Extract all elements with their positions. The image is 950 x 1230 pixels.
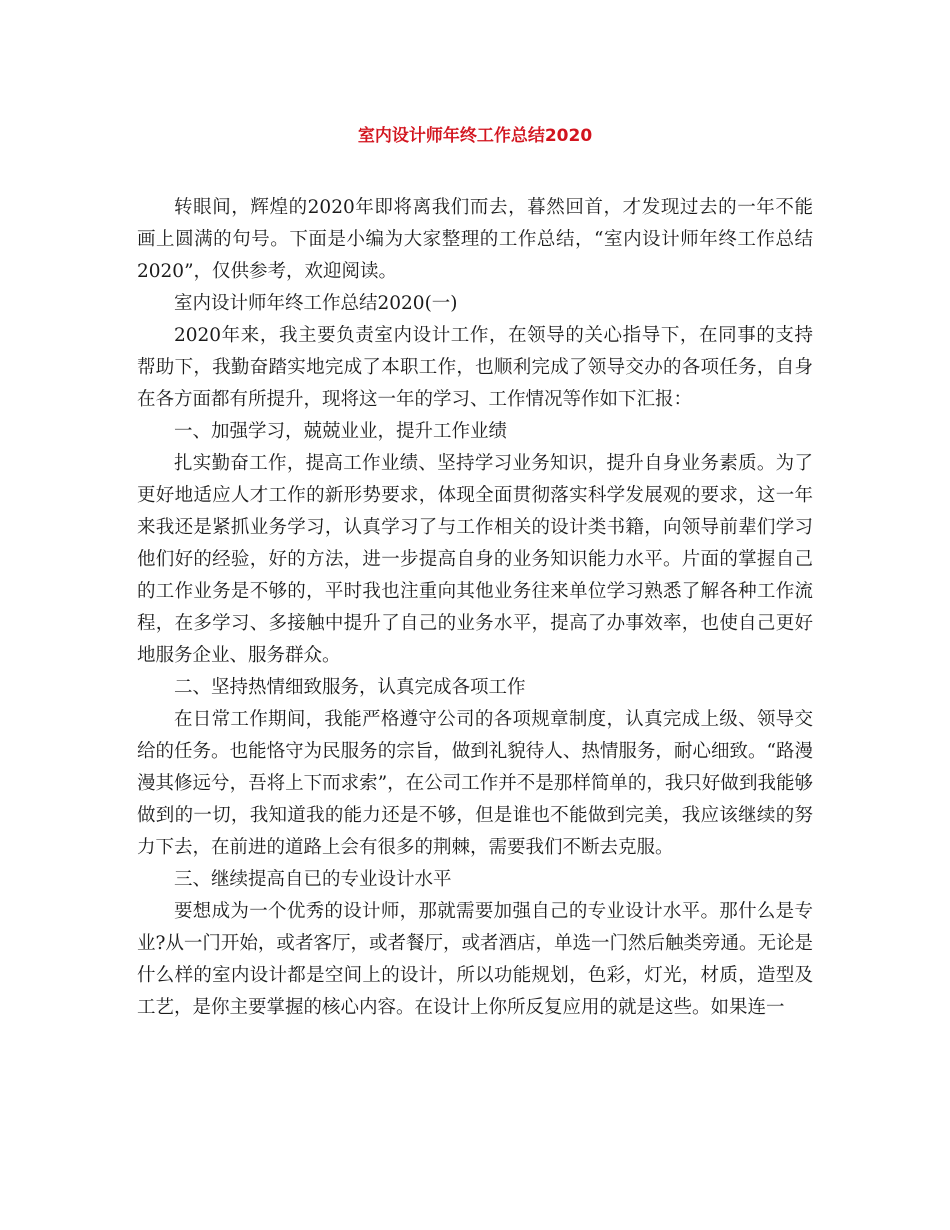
page-title: 室内设计师年终工作总结2020 — [357, 126, 593, 146]
section-heading-part-one: 室内设计师年终工作总结2020(一) — [174, 293, 458, 314]
paragraph-overview: 2020年来，我主要负责室内设计工作，在领导的关心指导下，在同事的支持帮助下，我勤奋踏实地完成了本职工作，也顺利完成了领导交办的各项任务，自身在各方面都有所提升，现将这一年的学习、工作情况等作如下汇报： — [137, 325, 813, 410]
section-heading-study: 一、加强学习，兢兢业业，提升工作业绩 — [174, 421, 508, 442]
section-heading-service: 二、坚持热情细致服务，认真完成各项工作 — [174, 677, 526, 698]
paragraph-design-level: 要想成为一个优秀的设计师，那就需要加强自己的专业设计水平。那什么是专业?从一门开始，或者客厅，或者餐厅，或者酒店，单选一门然后触类旁通。无论是什么样的室内设计都是空间上的设计，所以功能规划，色彩，灯光，材质，造型及工艺，是你主要掌握的核心内容。在设计上你所反复应用的就是这些。如果连一 — [137, 901, 813, 1018]
paragraph-service: 在日常工作期间，我能严格遵守公司的各项规章制度，认真完成上级、领导交给的任务。也能恪守为民服务的宗旨，做到礼貌待人、热情服务，耐心细致。“路漫漫其修远兮，吾将上下而求索”，在公司工作并不是那样简单的，我只好做到我能够做到的一切，我知道我的能力还是不够，但是谁也不能做到完美，我应该继续的努力下去，在前进的道路上会有很多的荆棘，需要我们不断去克服。 — [137, 709, 813, 858]
section-heading-design-level: 三、继续提高自已的专业设计水平 — [174, 869, 452, 890]
paragraph-study: 扎实勤奋工作，提高工作业绩、坚持学习业务知识，提升自身业务素质。为了更好地适应人才工作的新形势要求，体现全面贯彻落实科学发展观的要求，这一年来我还是紧抓业务学习，认真学习了与工作相关的设计类书籍，向领导前辈们学习他们好的经验，好的方法，进一步提高自身的业务知识能力水平。片面的掌握自己的工作业务是不够的，平时我也注重向其他业务往来单位学习熟悉了解各种工作流程，在多学习、多接触中提升了自己的业务水平，提高了办事效率，也使自己更好地服务企业、服务群众。 — [137, 453, 813, 666]
paragraph-intro: 转眼间，辉煌的2020年即将离我们而去，暮然回首，才发现过去的一年不能画上圆满的句号。下面是小编为大家整理的工作总结，“室内设计师年终工作总结2020”，仅供参考，欢迎阅读。 — [137, 197, 813, 282]
document-body — [137, 192, 813, 1024]
